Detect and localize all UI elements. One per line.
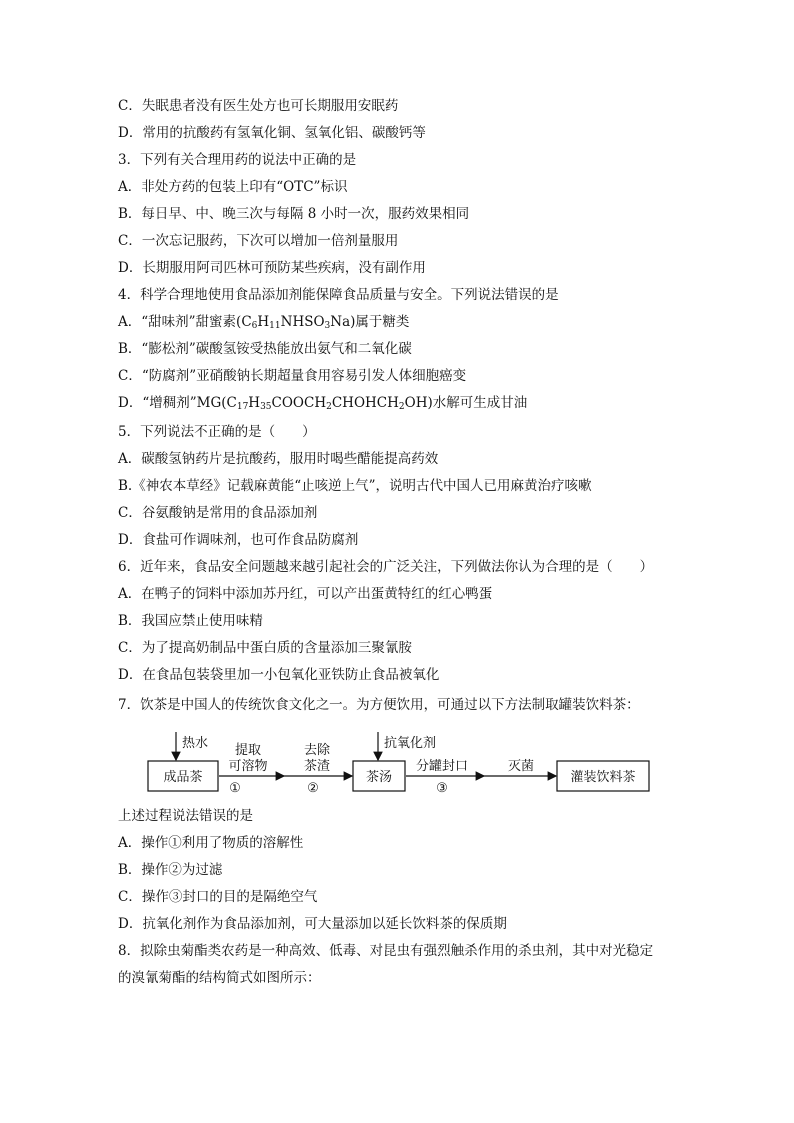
q3-stem: 3．下列有关合理用药的说法中正确的是: [118, 152, 357, 168]
box-finished-tea-label: 成品茶: [163, 770, 203, 785]
step-2-mid-label: 茶渣: [303, 759, 331, 774]
box-tea-soup-label: 茶汤: [365, 770, 393, 785]
q6-stem: 6．近年来，食品安全问题越来越引起社会的广泛关注，下列做法你认为合理的是（ ）: [118, 559, 654, 575]
box-canned-tea-label: 灌装饮料茶: [570, 770, 636, 785]
step-4-top-label: 灭菌: [507, 759, 535, 774]
q6-option-c: C．为了提高奶制品中蛋白质的含量添加三聚氰胺: [118, 640, 412, 656]
q3-option-d: D．长期服用阿司匹林可预防某些疾病，没有副作用: [118, 260, 426, 276]
q7-stem: 7．饮茶是中国人的传统饮食文化之一。为方便饮用，可通过以下方法制取罐装饮料茶：: [118, 697, 640, 713]
q7-option-c: C．操作③封口的目的是隔绝空气: [118, 889, 318, 905]
q8-stem-line2: 的溴氰菊酯的结构简式如图所示：: [118, 970, 321, 986]
q3-option-b: B．每日早、中、晚三次与每隔 8 小时一次，服药效果相同: [118, 206, 470, 222]
q5-stem: 5．下列说法不正确的是（ ）: [118, 424, 316, 440]
q5-option-b: B.《神农本草经》记载麻黄能“止咳逆上气”，说明古代中国人已用麻黄治疗咳嗽: [118, 478, 592, 494]
tea-process-flowchart: [145, 728, 665, 798]
step-3-number: ③: [436, 781, 448, 796]
q6-option-d: D．在食品包装袋里加一小包氧化亚铁防止食品被氧化: [118, 667, 440, 683]
step-3-top-label: 分罐封口: [415, 759, 469, 774]
q4-option-a: A．“甜味剂”甜蜜素$(C_6H_{11}NHSO_3Na)$属于糖类: [118, 314, 410, 331]
q6-option-b: B．我国应禁止使用味精: [118, 613, 263, 629]
q3-option-a: A．非处方药的包装上印有“OTC”标识: [118, 179, 348, 195]
q4-option-b: B．“膨松剂”碳酸氢铵受热能放出氨气和二氧化碳: [118, 341, 412, 357]
q4-stem: 4．科学合理地使用食品添加剂能保障食品质量与安全。下列说法错误的是: [118, 287, 559, 303]
step-1-top-label: 提取: [234, 743, 262, 758]
step-2-top-label: 去除: [303, 743, 331, 758]
input-hot-water-label: 热水: [182, 736, 209, 751]
step-1-number: ①: [229, 781, 241, 796]
q3-option-c: C．一次忘记服药，下次可以增加一倍剂量服用: [118, 233, 399, 249]
q7-subprompt: 上述过程说法错误的是: [118, 808, 253, 824]
q6-option-a: A．在鸭子的饲料中添加苏丹红，可以产出蛋黄特红的红心鸭蛋: [118, 586, 493, 602]
q4-option-c: C．“防腐剂”亚硝酸钠长期超量食用容易引发人体细胞癌变: [118, 368, 467, 384]
step-2-number: ②: [307, 781, 319, 796]
q5-option-a: A．碳酸氢钠药片是抗酸药，服用时喝些醋能提高药效: [118, 451, 439, 467]
q7-option-b: B．操作②为过滤: [118, 862, 223, 878]
q4-option-d: D．“增稠剂$”MG(C_{17}H_{35}COOCH_2CHOHCH_2OH)$水解可生成甘油: [118, 395, 528, 412]
input-antioxidant-label: 抗氧化剂: [384, 736, 437, 751]
step-1-mid-label: 可溶物: [228, 759, 268, 774]
q2-option-d: D．常用的抗酸药有氢氧化铜、氢氧化铝、碳酸钙等: [118, 125, 426, 141]
q5-option-c: C．谷氨酸钠是常用的食品添加剂: [118, 505, 318, 521]
q5-option-d: D．食盐可作调味剂，也可作食品防腐剂: [118, 532, 359, 548]
q8-stem-line1: 8．拟除虫菊酯类农药是一种高效、低毒、对昆虫有强烈触杀作用的杀虫剂，其中对光稳定: [118, 943, 654, 959]
q7-option-d: D．抗氧化剂作为食品添加剂，可大量添加以延长饮料茶的保质期: [118, 916, 507, 932]
q7-option-a: A．操作①利用了物质的溶解性: [118, 835, 304, 851]
q2-option-c: C．失眠患者没有医生处方也可长期服用安眠药: [118, 98, 399, 114]
